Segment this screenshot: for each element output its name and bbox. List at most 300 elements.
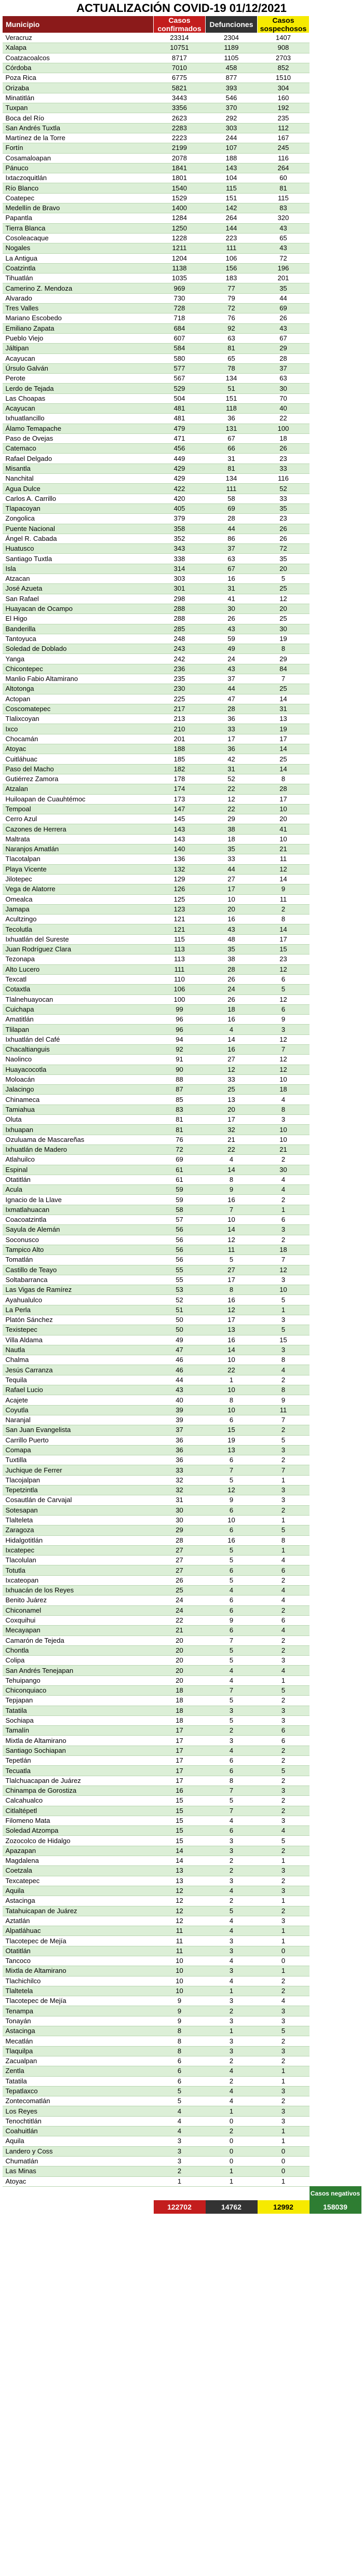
municipio-cell: Tlacolulan [3,1556,154,1565]
casos-cell: 429 [154,474,206,484]
defunciones-cell: 5 [206,1575,258,1585]
table-row [3,1696,361,1706]
defunciones-cell: 6 [206,1505,258,1515]
municipio-cell: Jáltipan [3,344,154,353]
casos-cell: 40 [154,1395,206,1405]
casos-cell: 1035 [154,274,206,283]
table-row [3,1255,361,1265]
casos-cell: 1400 [154,203,206,213]
defunciones-cell: 4 [206,1586,258,1596]
municipio-cell: Jalacingo [3,1085,154,1095]
casos-cell: 15 [154,1826,206,1836]
municipio-cell: Santiago Sochiapan [3,1746,154,1755]
sospechosos-cell: 320 [258,213,310,223]
sospechosos-cell: 26 [258,444,310,454]
sospechosos-cell: 2 [258,1846,310,1856]
municipio-cell: Zozocolco de Hidalgo [3,1836,154,1846]
defunciones-cell: 44 [206,524,258,534]
defunciones-cell: 27 [206,1055,258,1065]
casos-cell: 132 [154,864,206,874]
sospechosos-cell: 2 [258,1605,310,1615]
municipio-cell: Acajete [3,1395,154,1405]
casos-cell: 2078 [154,153,206,163]
table-row [3,353,361,363]
defunciones-cell: 10 [206,1355,258,1365]
municipio-cell: Tomatlán [3,1255,154,1265]
municipio-cell: Alto Lucero [3,964,154,974]
table-row [3,754,361,764]
table-row [3,1736,361,1746]
municipio-cell: Coacoatzintla [3,1215,154,1225]
defunciones-cell: 24 [206,985,258,994]
defunciones-cell: 183 [206,274,258,283]
municipio-cell: Cosautlán de Carvajal [3,1495,154,1505]
sospechosos-cell: 1 [258,2176,310,2186]
defunciones-cell: 17 [206,1115,258,1125]
casos-cell: 201 [154,734,206,744]
defunciones-cell: 2 [206,2056,258,2066]
municipio-cell: Tepatlaxco [3,2086,154,2096]
casos-cell: 6 [154,2056,206,2066]
casos-cell: 17 [154,1776,206,1786]
defunciones-cell: 2 [206,2076,258,2086]
sospechosos-cell: 8 [258,1105,310,1114]
casos-cell: 10 [154,1976,206,1986]
casos-cell: 125 [154,894,206,904]
casos-cell: 185 [154,754,206,764]
table-row [3,393,361,403]
defunciones-cell: 77 [206,283,258,293]
table-row [3,1445,361,1455]
table-row [3,2016,361,2026]
table-row [3,2036,361,2046]
defunciones-cell: 151 [206,193,258,203]
table-row [3,804,361,814]
defunciones-cell: 6 [206,1605,258,1615]
municipio-cell: La Perla [3,1305,154,1315]
table-row [3,293,361,303]
table-row [3,464,361,473]
sospechosos-cell: 1 [258,1966,310,1976]
sospechosos-cell: 35 [258,503,310,513]
municipio-cell: Mecatlán [3,2036,154,2046]
defunciones-cell: 66 [206,444,258,454]
table-row [3,1615,361,1625]
defunciones-cell: 43 [206,624,258,634]
defunciones-cell: 3 [206,1946,258,1956]
defunciones-cell: 156 [206,263,258,273]
sospechosos-cell: 18 [258,1085,310,1095]
casos-cell: 567 [154,374,206,384]
table-row [3,1105,361,1114]
casos-cell: 52 [154,1295,206,1305]
sospechosos-cell: 2 [258,1235,310,1245]
table-row [3,1155,361,1165]
sospechosos-cell: 10 [258,804,310,814]
defunciones-cell: 26 [206,994,258,1004]
sospechosos-cell: 25 [258,754,310,764]
casos-cell: 18 [154,1696,206,1706]
defunciones-cell: 1 [206,2026,258,2036]
sospechosos-cell: 1 [258,2076,310,2086]
sospechosos-cell: 5 [258,1836,310,1846]
defunciones-cell: 42 [206,754,258,764]
casos-cell: 113 [154,955,206,964]
table-row [3,2127,361,2136]
municipio-cell: Tlalixcoyan [3,714,154,724]
table-row [3,654,361,664]
table-row [3,1936,361,1946]
sospechosos-cell: 2 [258,1756,310,1766]
casos-cell: 55 [154,1275,206,1285]
sospechosos-cell: 2 [258,1645,310,1655]
casos-cell: 18 [154,1706,206,1715]
municipio-cell: Tlacotepec de Mejía [3,1936,154,1946]
municipio-cell: Nogales [3,243,154,253]
sospechosos-cell: 116 [258,153,310,163]
defunciones-cell: 22 [206,1365,258,1375]
sospechosos-cell: 12 [258,1265,310,1275]
table-row [3,764,361,774]
casos-cell: 145 [154,814,206,824]
table-row [3,1645,361,1655]
municipio-cell: El Higo [3,614,154,624]
casos-cell: 57 [154,1215,206,1225]
total-defunciones: 14762 [206,2200,258,2214]
table-row [3,814,361,824]
table-row [3,624,361,634]
casos-cell: 96 [154,1025,206,1034]
table-row [3,2146,361,2156]
sospechosos-cell: 69 [258,304,310,314]
defunciones-cell: 3 [206,1706,258,1715]
table-row [3,223,361,233]
municipio-cell: La Antigua [3,253,154,263]
table-row [3,884,361,894]
table-row [3,524,361,534]
table-row [3,333,361,343]
municipio-cell: Zaragoza [3,1525,154,1535]
casos-cell: 59 [154,1185,206,1195]
table-row [3,674,361,684]
sospechosos-cell: 26 [258,314,310,323]
defunciones-cell: 27 [206,1265,258,1275]
sospechosos-cell: 84 [258,664,310,674]
table-row [3,774,361,784]
sospechosos-cell: 160 [258,93,310,103]
sospechosos-cell: 1 [258,1475,310,1485]
casos-cell: 121 [154,915,206,924]
table-body [3,33,361,2187]
casos-cell: 17 [154,1756,206,1766]
defunciones-cell: 6 [206,1565,258,1575]
sospechosos-cell: 852 [258,63,310,73]
sospechosos-cell: 17 [258,794,310,804]
sospechosos-cell: 41 [258,824,310,834]
table-row [3,924,361,934]
sospechosos-cell: 3 [258,1715,310,1725]
sospechosos-cell: 1 [258,2066,310,2076]
defunciones-cell: 1105 [206,53,258,63]
municipio-cell: Atzalan [3,784,154,794]
defunciones-cell: 7 [206,1685,258,1695]
casos-cell: 17 [154,1736,206,1746]
sospechosos-cell: 5 [258,2026,310,2036]
casos-cell: 352 [154,534,206,543]
casos-cell: 16 [154,1786,206,1795]
municipio-cell: Tlaltetela [3,1986,154,1996]
defunciones-cell: 41 [206,594,258,604]
sospechosos-cell: 3 [258,1345,310,1355]
sospechosos-cell: 12 [258,964,310,974]
sospechosos-cell: 3 [258,1866,310,1876]
casos-cell: 3 [154,2156,206,2166]
casos-cell: 81 [154,1115,206,1125]
casos-cell: 7010 [154,63,206,73]
defunciones-cell: 79 [206,293,258,303]
casos-cell: 20 [154,1656,206,1666]
table-row [3,173,361,183]
table-row [3,63,361,73]
municipio-cell: Mecayapan [3,1626,154,1635]
table-row [3,934,361,944]
sospechosos-cell: 20 [258,564,310,574]
casos-cell: 358 [154,524,206,534]
defunciones-cell: 15 [206,1425,258,1435]
defunciones-cell: 69 [206,503,258,513]
defunciones-cell: 38 [206,955,258,964]
sospechosos-cell: 26 [258,534,310,543]
defunciones-cell: 24 [206,654,258,664]
municipio-cell: Naolinco [3,1055,154,1065]
defunciones-cell: 7 [206,1465,258,1475]
casos-cell: 50 [154,1315,206,1325]
casos-cell: 243 [154,644,206,654]
sospechosos-cell: 7 [258,1255,310,1265]
table-row [3,1125,361,1135]
table-row [3,1505,361,1515]
municipio-cell: Atlahuilco [3,1155,154,1165]
casos-cell: 420 [154,494,206,503]
sospechosos-cell: 10 [258,1285,310,1295]
defunciones-cell: 6 [206,1626,258,1635]
casos-cell: 4 [154,2106,206,2116]
casos-cell: 26 [154,1575,206,1585]
casos-cell: 14 [154,1856,206,1866]
defunciones-cell: 9 [206,1615,258,1625]
casos-cell: 90 [154,1065,206,1074]
sospechosos-cell: 25 [258,684,310,694]
casos-cell: 33 [154,1465,206,1475]
defunciones-cell: 134 [206,374,258,384]
municipio-cell: Alvarado [3,293,154,303]
table-row [3,103,361,113]
table-row [3,153,361,163]
defunciones-cell: 2 [206,2127,258,2136]
municipio-cell: Atoyac [3,744,154,754]
casos-cell: 422 [154,484,206,494]
defunciones-cell: 13 [206,1445,258,1455]
sospechosos-cell: 11 [258,1405,310,1415]
defunciones-cell: 44 [206,864,258,874]
table-row [3,2136,361,2146]
municipio-cell: Acayucan [3,353,154,363]
sospechosos-cell: 21 [258,1144,310,1154]
defunciones-cell: 6 [206,1826,258,1836]
casos-cell: 87 [154,1085,206,1095]
sospechosos-cell: 2 [258,1375,310,1385]
table-row [3,113,361,123]
table-row [3,1175,361,1184]
table-row [3,274,361,283]
sospechosos-cell: 2 [258,1696,310,1706]
sospechosos-cell: 23 [258,955,310,964]
municipio-cell: Coscomatepec [3,704,154,714]
sospechosos-cell: 10 [258,1125,310,1135]
defunciones-cell: 16 [206,1295,258,1305]
sospechosos-cell: 14 [258,874,310,884]
casos-cell: 49 [154,1335,206,1345]
sospechosos-cell: 3 [258,1225,310,1235]
municipio-cell: Chicontepec [3,664,154,674]
table-row [3,1265,361,1275]
municipio-cell: Nanchital [3,474,154,484]
casos-cell: 577 [154,363,206,373]
defunciones-cell: 6 [206,1756,258,1766]
table-row [3,1044,361,1054]
sospechosos-cell: 2 [258,1455,310,1465]
sospechosos-cell: 52 [258,484,310,494]
table-row [3,1245,361,1255]
table-row [3,1756,361,1766]
sospechosos-cell: 67 [258,333,310,343]
municipio-cell: Coatzintla [3,263,154,273]
municipio-cell: Mariano Escobedo [3,314,154,323]
casos-cell: 96 [154,1015,206,1025]
casos-cell: 23314 [154,33,206,43]
municipio-cell: Lerdo de Tejada [3,384,154,393]
table-row [3,1866,361,1876]
sospechosos-cell: 30 [258,624,310,634]
defunciones-cell: 104 [206,173,258,183]
defunciones-cell: 31 [206,454,258,464]
municipio-cell: Mixtla de Altamirano [3,1966,154,1976]
sospechosos-cell: 33 [258,494,310,503]
table-row [3,894,361,904]
sospechosos-cell: 8 [258,1535,310,1545]
sospechosos-cell: 70 [258,393,310,403]
defunciones-cell: 44 [206,684,258,694]
defunciones-cell: 43 [206,664,258,674]
casos-cell: 147 [154,804,206,814]
casos-cell: 9 [154,2006,206,2016]
municipio-cell: Acula [3,1185,154,1195]
municipio-cell: Las Vigas de Ramírez [3,1285,154,1295]
defunciones-cell: 37 [206,674,258,684]
defunciones-cell: 1 [206,2106,258,2116]
municipio-cell: Tuxtilla [3,1455,154,1465]
table-row [3,844,361,854]
municipio-cell: Aquila [3,1886,154,1896]
municipio-cell: Tepetzintla [3,1485,154,1495]
header-defunciones: Defunciones [206,16,258,33]
sospechosos-cell: 3 [258,1816,310,1825]
sospechosos-cell: 14 [258,694,310,704]
sospechosos-cell: 17 [258,934,310,944]
sospechosos-cell: 5 [258,1295,310,1305]
defunciones-cell: 17 [206,884,258,894]
defunciones-cell: 35 [206,844,258,854]
sospechosos-cell: 4 [258,1996,310,2006]
casos-cell: 46 [154,1365,206,1375]
municipio-cell: Texcatepec [3,1876,154,1886]
sospechosos-cell: 3 [258,1916,310,1926]
casos-cell: 11 [154,1946,206,1956]
defunciones-cell: 7 [206,1786,258,1795]
casos-cell: 17 [154,1746,206,1755]
defunciones-cell: 0 [206,2156,258,2166]
sospechosos-cell: 2 [258,1635,310,1645]
casos-cell: 37 [154,1425,206,1435]
sospechosos-cell: 11 [258,894,310,904]
sospechosos-cell: 7 [258,674,310,684]
municipio-cell: Chumatlán [3,2156,154,2166]
casos-cell: 10751 [154,43,206,53]
sospechosos-cell: 30 [258,384,310,393]
table-row [3,1876,361,1886]
table-row [3,614,361,624]
municipio-cell: Sotesapan [3,1505,154,1515]
casos-cell: 92 [154,1044,206,1054]
defunciones-cell: 31 [206,584,258,594]
casos-cell: 429 [154,464,206,473]
defunciones-cell: 7 [206,1205,258,1215]
municipio-cell: Ixhuatlán de Madero [3,1144,154,1154]
casos-cell: 8 [154,2036,206,2046]
defunciones-cell: 11 [206,1245,258,1255]
municipio-cell: Ixtaczoquitlán [3,173,154,183]
sospechosos-cell: 12 [258,994,310,1004]
defunciones-cell: 12 [206,1065,258,1074]
municipio-cell: Ixcatepec [3,1545,154,1555]
table-row [3,1185,361,1195]
table-row [3,1715,361,1725]
defunciones-cell: 3 [206,1846,258,1856]
sospechosos-cell: 4 [258,1175,310,1184]
table-row [3,1816,361,1825]
defunciones-cell: 78 [206,363,258,373]
sospechosos-cell: 3 [258,2016,310,2026]
municipio-cell: Juchique de Ferrer [3,1465,154,1475]
defunciones-cell: 16 [206,1015,258,1025]
table-row [3,1586,361,1596]
casos-cell: 30 [154,1505,206,1515]
municipio-cell: Huiloapan de Cuauhtémoc [3,794,154,804]
municipio-cell: Soconusco [3,1235,154,1245]
table-row [3,994,361,1004]
defunciones-cell: 12 [206,1485,258,1495]
defunciones-cell: 13 [206,1095,258,1105]
defunciones-cell: 5 [206,1696,258,1706]
sospechosos-cell: 1 [258,2127,310,2136]
defunciones-cell: 14 [206,1345,258,1355]
municipio-cell: Alpatláhuac [3,1926,154,1936]
sospechosos-cell: 1510 [258,73,310,83]
sospechosos-cell: 4 [258,1626,310,1635]
defunciones-cell: 3 [206,1936,258,1946]
table-row [3,143,361,153]
casos-cell: 36 [154,1455,206,1465]
